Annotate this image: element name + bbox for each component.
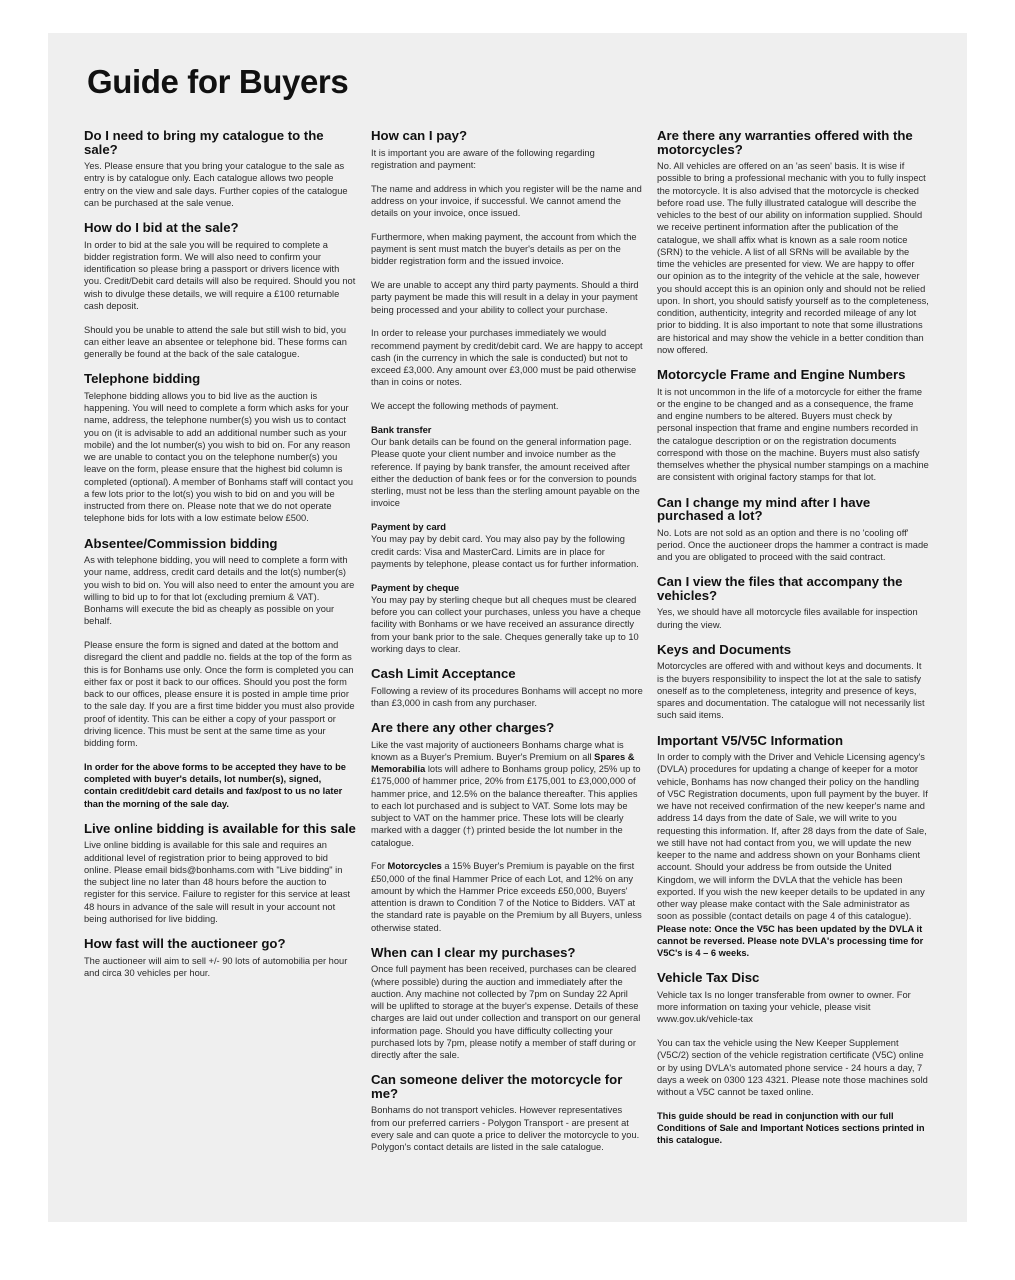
section-bold-note: In order for the above forms to be accepted they have to be completed with buyer's details, lot number(s), signed, contain credit/debit card details and fax/post to us no later than the morning of the sale day.: [84, 761, 346, 809]
section-text: Furthermore, when making payment, the account from which the payment is sent must match the buyer's details as per on the bidder registration form and the issued invoice.: [371, 231, 637, 267]
closing-note: This guide should be read in conjunction with our full Conditions of Sale and Important Notices sections printed in this catalogue.: [657, 1110, 925, 1146]
text-run: In order to comply with the Driver and Vehicle Licensing agency's (DVLA) procedures for updating a change of keeper for a motor vehicle, Bonhams has now changed their policy on the handling of V5C Registration documents, upon full payment by the buyer. If we have not received confirmation of the new keeper's name and address 14 days from the date of Sale, we will write to you requesting this information. If, after 28 days from the date of Sale, we still have not had contact from you, we will update the new keeper to the name and address shown on your Bonhams client account. Should your address be from outside the United Kingdom, we will inform the DVLA that the vehicle has been exported. If you wish the new keeper details to be updated in any other way please make contact with the Sale administrator as soon as possible (contact details on page 4 of this catalogue).: [657, 752, 928, 922]
section-how-to-pay: [371, 129, 643, 655]
section-cash-limit: [371, 667, 643, 709]
section-absentee-bidding: [84, 537, 356, 810]
section-text: Please ensure the form is signed and dated at the bottom and disregard the client and paddle no. fields at the top of the form as this is for Bonhams use only. Once the form is completed you can either fax or post it back to our offices. Should you post the form back to our offices, please ensure it is posted in ample time prior to the sale day. If you are a first time bidder you must also provide proof of identity. This can be either a copy of your passport or driving licence. This must be sent at the same time as your bidding form.: [84, 640, 355, 748]
v5-note: Please note: Once the V5C has been updated by the DVLA it cannot be reversed. Please note DVLA's processing time for V5C's is 4 – 6 weeks.: [657, 923, 924, 958]
section-change-mind: [657, 496, 929, 564]
section-text: As with telephone bidding, you will need to complete a form with your name, address, credit card details and the lot(s) number(s) you wish to bid on. You will also need to enter the amount you are willing to bid up to for that lot (excluding premium & VAT). Bonhams will execute the bid as cheaply as possible on your behalf.: [84, 555, 355, 627]
text-run: lots will adhere to Bonhams group policy, 25% up to £175,000 of hammer price, 20% from £175,001 to £3,000,000 of hammer price, and 12.5% on the balance thereafter. This applies to each lot purchased and is subject to VAT. Some lots may be subject to VAT on the hammer price. These lots will be clearly marked with a dagger (†) printed beside the lot number in the catalogue.: [371, 764, 641, 848]
section-heading: How can I pay?: [371, 128, 467, 143]
section-text: [657, 751, 929, 959]
section-text: In order to release your purchases immediately we would recommend payment by credit/debit card. We are happy to accept cash (in the currency in which the sale is conducted) but not to exceed £3,000. Any amount over £3,000 must be paid otherwise than in coins or notes.: [371, 328, 643, 388]
section-text: You may pay by sterling cheque but all cheques must be cleared before you can collect your purchases, unless you have a cheque facility with Bonhams or we have received an assurance directly from your bank prior to the sale. Cheques generally take up to 10 working days to clear.: [371, 594, 641, 654]
section-other-charges: [371, 721, 643, 934]
section-warranties: [657, 129, 929, 356]
section-text: Live online bidding is available for this sale and requires an additional level of registration prior to being approved to bid online. Please email bids@bonhams.com with "Live bidding" in the subject line no later than 48 hours before the auction to register for this service. Failure to register for this service at least 48 hours in advance of the sale will result in your account not being authorised for live bidding.: [84, 840, 351, 924]
column-3: [657, 129, 929, 1159]
section-heading: How do I bid at the sale?: [84, 220, 239, 235]
section-auctioneer-speed: [84, 937, 356, 979]
bold-spares-memorabilia: Spares & Memorabilia: [371, 751, 635, 774]
section-frame-engine-numbers: [657, 368, 929, 484]
section-heading: Telephone bidding: [84, 371, 201, 387]
section-vehicle-tax: [657, 971, 929, 1146]
subheading-bank-transfer: Bank transfer: [371, 423, 432, 435]
section-heading: When can I clear my purchases?: [371, 944, 576, 960]
bold-motorcycles: Motorcycles: [387, 861, 442, 872]
section-text: Our bank details can be found on the general information page. Please quote your client number and invoice number as the reference. If paying by bank transfer, the amount received after either the deduction of bank fees or for the conversion to pounds sterling, must not be less than the sterling amount payable on the invoice: [371, 437, 640, 509]
section-telephone-bidding: [84, 372, 356, 524]
section-text: Following a review of its procedures Bonhams will accept no more than £3,000 in cash from any purchaser.: [371, 685, 643, 708]
section-heading: How fast will the auctioneer go?: [84, 936, 286, 951]
section-heading: Keys and Documents: [657, 641, 792, 657]
section-heading: Can I view the files that accompany the vehicles?: [657, 574, 903, 603]
page-title: Guide for Buyers: [87, 63, 349, 100]
section-text: Bonhams do not transport vehicles. However representatives from our preferred carriers - Polygon Transport - are present at every sale and can quote a price to deliver the motorcycle to you. Polygon's contact details are listed in the sale catalogue.: [371, 1105, 640, 1152]
section-text: It is important you are aware of the following regarding registration and payment:: [371, 147, 595, 170]
section-heading: Do I need to bring my catalogue to the sale?: [84, 128, 324, 157]
section-text: Once full payment has been received, purchases can be cleared (where possible) during the auction and immediately after the auction. Any machine not collected by 7pm on Sunday 22 April will be uplifted to storage at the buyer's expense. Details of these charges are laid out under collection and transport on our general information page. Should you have difficulty collecting your purchased lots by 7pm, please notify a member of staff during or directly after the sale.: [371, 964, 641, 1060]
text-run: Like the vast majority of auctioneers Bonhams charge what is known as a Buyer's Premium. Buyer's Premium on all: [371, 739, 624, 762]
subheading-payment-by-cheque: Payment by cheque: [371, 581, 460, 593]
section-view-files: [657, 575, 929, 631]
section-delivery: [371, 1073, 643, 1153]
section-text: Yes. Please ensure that you bring your catalogue to the sale as entry is by catalogue only. Each catalogue allows two people entry on the view and sale days. Further copies of the catalogue can be purchased at the sale venue.: [84, 161, 348, 208]
section-heading: Are there any warranties offered with the motorcycles?: [657, 128, 913, 157]
section-text: Vehicle tax Is no longer transferable from owner to owner. For more information on taxing your vehicle, please visit www.gov.uk/vehicle-tax: [657, 989, 911, 1025]
section-heading: Can I change my mind after I have purchased a lot?: [657, 494, 871, 523]
section-heading: Vehicle Tax Disc: [657, 970, 760, 986]
section-text: In order to bid at the sale you will be required to complete a bidder registration form. We will also need to confirm your identification so please bring a passport or drivers licence with you. Credit/Debit card details will also be required. Should you not wish to divulge these details, we will require a £100 returnable cash deposit.: [84, 239, 356, 311]
section-heading: Can someone deliver the motorcycle for me?: [371, 1072, 623, 1101]
section-heading: Motorcycle Frame and Engine Numbers: [657, 367, 906, 382]
text-run: a 15% Buyer's Premium is payable on the first £50,000 of the final Hammer Price of each Lot, and 12% on any amount by which the Hammer Price exceeds £50,000, Buyers' attention is drawn to Condition 7 of the Notice to Bidders. VAT at the standard rate is payable on the Premium by all Buyers, unless otherwise stated.: [371, 861, 642, 933]
section-text: The name and address in which you register will be the name and address on your invoice, if successful. We cannot amend the details on your invoice, once issued.: [371, 183, 642, 218]
section-bring-catalogue: [84, 129, 356, 209]
column-2: [371, 129, 643, 1165]
text-run: For: [371, 861, 388, 872]
section-clear-purchases: [371, 946, 643, 1062]
section-text: Yes, we should have all motorcycle files available for inspection during the view.: [657, 607, 918, 630]
section-text: [371, 739, 643, 849]
section-text: Telephone bidding allows you to bid live as the auction is happening. You will need to complete a form which asks for your name, address, the telephone number(s) you wish us to contact you on (it is advisable to add an additional number such as your mobile) and the lot number(s) you wish to bid on. For any reason we are unable to contact you on the telephone number(s) you leave on the form, please ensure that the highest bid column is completed (optional). A member of Bonhams staff will contact you a few lots prior to the lot(s) you wish to bid on and you will be instructed from there on. Please note that we do not operate telephone bids for lots with a low estimate below £500.: [84, 390, 354, 524]
section-text: We are unable to accept any third party payments. Should a third party payment be made this will result in a delay in your payment being processed and your ability to collect your purchase.: [371, 280, 639, 315]
section-text: Should you be unable to attend the sale but still wish to bid, you can either leave an absentee or telephone bid. These forms can generally be found at the back of the sale catalogue.: [84, 324, 347, 359]
section-live-online-bidding: [84, 822, 356, 925]
section-text: [371, 860, 643, 934]
section-v5-information: [657, 734, 929, 960]
section-text: We accept the following methods of payment.: [371, 401, 559, 411]
section-text: The auctioneer will aim to sell +/- 90 lots of automobilia per hour and circa 30 vehicles per hour.: [84, 955, 348, 978]
subheading-payment-by-card: Payment by card: [371, 521, 447, 532]
section-text: You can tax the vehicle using the New Keeper Supplement (V5C/2) section of the vehicle registration certificate (V5C) online or by using DVLA's automated phone service - 24 hours a day, 7 days a week on 0300 123 4321. Please note those machines sold without a V5C cannot be taxed online.: [657, 1038, 928, 1097]
section-heading: Absentee/Commission bidding: [84, 535, 278, 551]
section-heading: Are there any other charges?: [371, 720, 555, 735]
section-text: No. Lots are not sold as an option and there is no 'cooling off' period. Once the auctioneer drops the hammer a contract is made and you are obligated to proceed with the said contract.: [657, 527, 929, 562]
section-heading: Live online bidding is available for this sale: [84, 820, 356, 836]
guide-page: [48, 33, 967, 1222]
section-text: Motorcycles are offered with and without keys and documents. It is the buyers responsibility to inspect the lot at the sale to satisfy oneself as to the completeness, integrity and presence of keys, spares and documentation. The catalogue will not necessarily list such said items.: [657, 661, 925, 721]
section-how-to-bid: [84, 221, 356, 360]
section-text: No. All vehicles are offered on an 'as seen' basis. It is wise if possible to bring a professional mechanic with you to fully inspect the motorcycle. It is also advised that the motorcycle is checked before road use. The fully illustrated catalogue will describe the vehicles to the best of our ability on information supplied. Should we receive pertinent information after the publication of the catalogue, we shall affix what is known as a sale room notice (SRN) to the vehicle. A list of all SRNs will be available by the time the vehicles are presented for view. We are happy to offer our opinion as to the integrity of the vehicle at the sale, however you should accept this is an opinion only and should not be relied upon. In short, you should satisfy yourself as to the completeness, condition, authenticity, integrity and recorded mileage of any lot prior to bidding. It is also important to note that some illustrations are historical and may show the vehicle in a better condition than now offered.: [657, 161, 929, 355]
section-text: It is not uncommon in the life of a motorcycle for either the frame or the engine to be changed and as a consequence, the frame and engine numbers to be altered. Buyers must check by personal inspection that frame and engine numbers recorded in the catalogue description or on the registration documents correspond with those on the machine. Buyers must also satisfy themselves whether the physical number stampings on a machine are consistent with original factory stamps for that lot.: [657, 386, 929, 483]
column-1: [84, 129, 356, 991]
section-text: You may pay by debit card. You may also pay by the following credit cards: Visa and MasterCard. Limits are in place for payments by telephone, please contact us for further information.: [371, 534, 639, 569]
section-keys-documents: [657, 643, 929, 722]
section-heading: Important V5/V5C Information: [657, 732, 844, 748]
section-heading: Cash Limit Acceptance: [371, 666, 516, 681]
